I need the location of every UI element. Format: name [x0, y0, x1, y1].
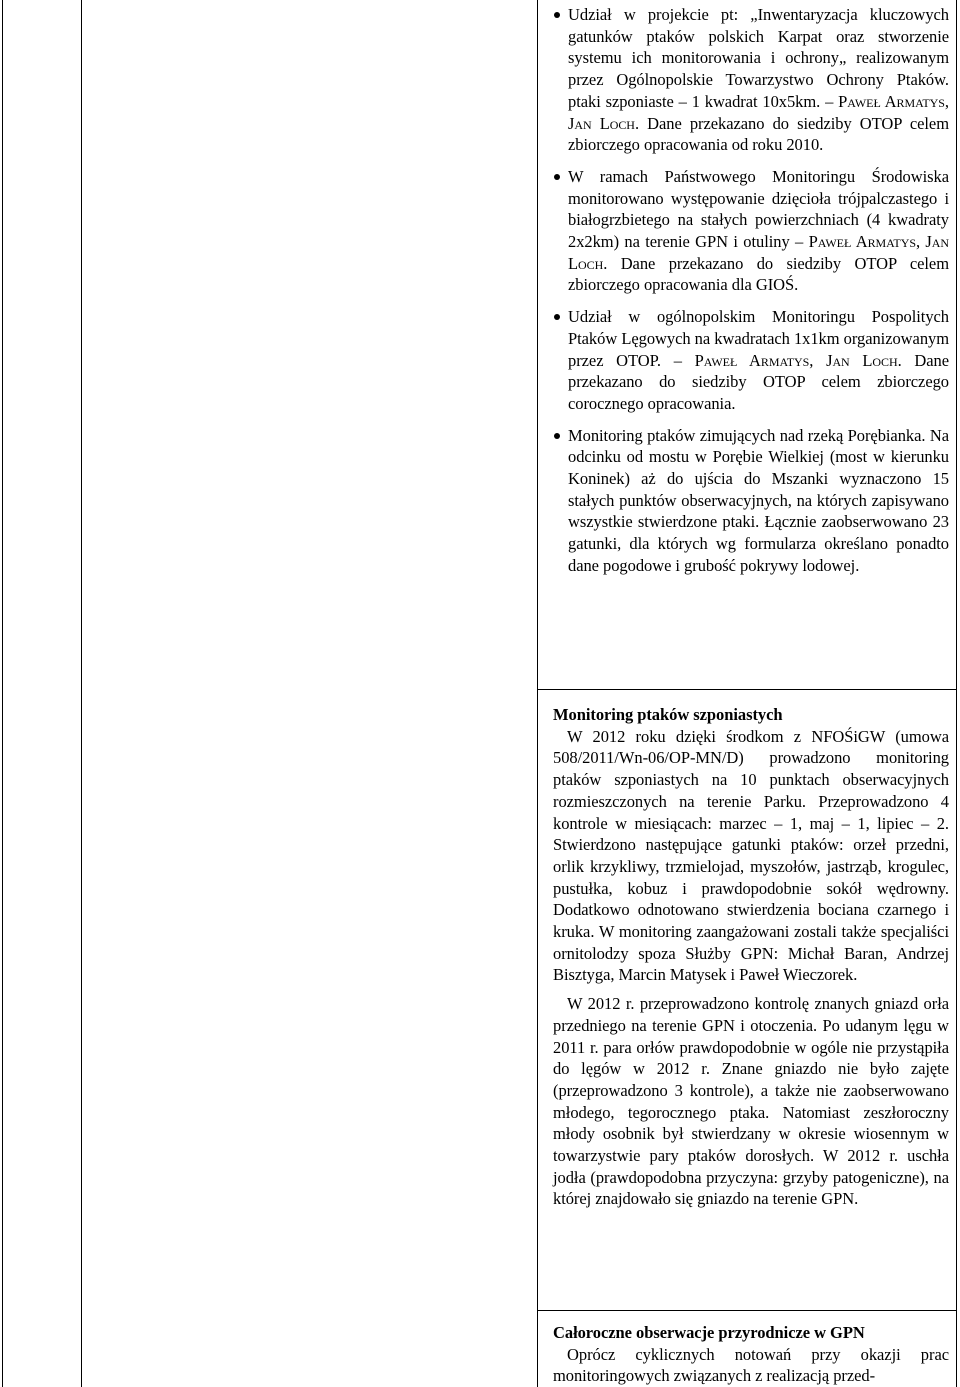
raptor-monitoring-cell	[553, 704, 949, 1210]
item-text: Udział w ogólnopolskim Monitoringu Pospolitych Ptaków Lęgowych na kwadratach 1x1km organizowanym przez OTOP. –	[568, 307, 949, 370]
section-heading: Monitoring ptaków szponiastych	[553, 705, 783, 724]
table-border-right	[956, 0, 957, 1387]
item-text: . Dane przekazano do siedziby OTOP celem zbiorczego opracowania od roku 2010.	[568, 113, 949, 155]
observations-cell	[553, 1322, 949, 1387]
item-text: . Dane przekazano do siedziby OTOP celem zbiorczego opracowania dla GIOŚ.	[568, 253, 949, 295]
bullet-list-cell	[553, 4, 949, 587]
row-divider	[537, 689, 957, 690]
table-column-divider	[81, 0, 82, 1387]
list-item	[553, 425, 949, 577]
paragraph: Oprócz cyklicznych notowań przy okazji prac monitoringowych związanych z realizacją przed-	[553, 1344, 949, 1386]
table-column-divider	[537, 0, 538, 1387]
section-heading: Całoroczne obserwacje przyrodnicze w GPN	[553, 1323, 865, 1342]
item-text: W ramach Państwowego Monitoringu Środowiska monitorowano występowanie dzięcioła trójpalczastego i białogrzbietego na stałych powierzchniach (4 kwadraty 2x2km) na terenie GPN i otuliny –	[568, 166, 949, 252]
persons: Paweł Armatys, Jan Loch	[694, 350, 898, 370]
item-text: Udział w projekcie pt: „Inwentaryzacja kluczowych gatunków ptaków polskich Karpat oraz stworzenie systemu ich monitorowania i ochrony„ realizowanym przez Ogólnopolskie Towarzystwo Ochrony Ptaków. ptaki szponiaste – 1 kwadrat 10x5km. –	[568, 5, 949, 111]
list-item	[553, 4, 949, 156]
persons: Paweł Armatys, Jan Loch	[568, 232, 949, 273]
list-item	[553, 306, 949, 415]
persons: Paweł Armatys, Jan Loch	[568, 91, 949, 133]
paragraph: W 2012 r. przeprowadzono kontrolę znanych gniazd orła przedniego na terenie GPN i otoczenia. Po udanym lęgu w 2011 r. para orłów prawdopodobnie w ogóle nie przystąpiła do lęgów w 2012 r. Znane gniazdo nie było zajęte (przeprowadzono 3 kontrole), a także nie zaobserwowano młodego, tegorocznego ptaka. Natomiast zeszłoroczny młody osobnik był stwierdzany w okresie wiosennym w towarzystwie pary ptaków dorosłych. W 2012 r. uschła jodła (prawdopodobna przyczyna: grzyby patogeniczne), na której znajdowało się gniazdo na terenie GPN.	[553, 994, 949, 1209]
item-text: Monitoring ptaków zimujących nad rzeką Porębianka. Na odcinku od mostu w Porębie Wielkiej (most w kierunku Koninek) aż do ujścia do Mszanki wyznaczono 15 stałych punktów obserwacyjnych, na których zapisywano wszystkie stwierdzone ptaki. Łącznie zaobserwowano 23 gatunki, dla których wg formularza określano ponadto dane pogodowe i grubość pokrywy lodowej.	[568, 425, 949, 575]
row-divider	[537, 1310, 957, 1311]
table-border-left	[2, 0, 3, 1387]
paragraph: W 2012 roku dzięki środkom z NFOŚiGW (umowa 508/2011/Wn-06/OP-MN/D) prowadzono monitoring ptaków szponiastych na 10 punktach obserwacyjnych rozmieszczonych na terenie Parku. Przeprowadzono 4 kontrole w miesiącach: marzec – 1, maj – 1, lipiec – 2. Stwierdzono następujące gatunki ptaków: orzeł przedni, orlik krzykliwy, trzmielojad, myszołów, jastrząb, krogulec, pustułka, kobuz i prawdopodobnie sokół wędrowny. Dodatkowo odnotowano stwierdzenia bociana czarnego i kruka. W monitoring zaangażowani zostali także specjaliści ornitolodzy spoza Służby GPN: Michał Baran, Andrzej Bisztyga, Marcin Matysek i Paweł Wieczorek.	[553, 726, 949, 985]
list-item	[553, 166, 949, 296]
bullet-list	[553, 4, 949, 577]
item-text: . Dane przekazano do siedziby OTOP celem zbiorczego corocznego opracowania.	[568, 350, 949, 413]
